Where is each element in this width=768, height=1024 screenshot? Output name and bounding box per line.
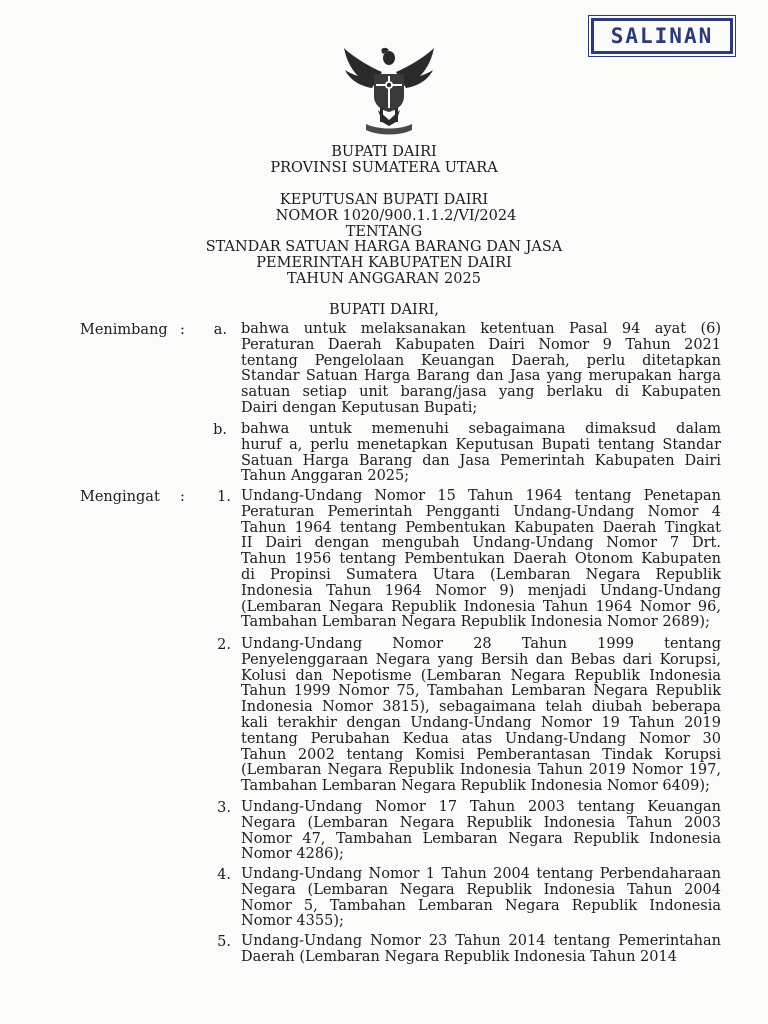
text-line: Standar Satuan Harga Barang dan Jasa yang merupakan harga xyxy=(241,368,721,385)
text-line: di Propinsi Sumatera Utara (Lembaran Negara Republik xyxy=(241,566,721,583)
menimbang-marker-a: a. xyxy=(213,322,227,338)
text-line: bahwa untuk melaksanakan ketentuan Pasal 94 ayat (6) xyxy=(241,321,721,337)
text-line: Kolusi dan Nepotisme (Lembaran Negara Republik Indonesia xyxy=(241,667,721,684)
text-line: Undang-Undang Nomor 1 Tahun 2004 tentang Perbendaharaan xyxy=(241,866,721,882)
text-line: Nomor 4355); xyxy=(241,913,344,930)
text-line: tentang Perubahan Kedua atas Undang-Undang Nomor 30 xyxy=(241,730,721,747)
menimbang-marker-b: b. xyxy=(213,422,227,438)
menimbang-item-a xyxy=(241,322,721,417)
text-line: Nomor 4286); xyxy=(241,846,344,863)
heading-nomor: NOMOR 1020/900.1.1.2/VI/2024 xyxy=(275,208,517,224)
garuda-emblem xyxy=(338,44,440,136)
heading-keputusan: KEPUTUSAN BUPATI DAIRI xyxy=(279,192,489,208)
mengingat-item-4 xyxy=(241,867,721,930)
mengingat-marker-3: 3. xyxy=(217,800,231,816)
text-line: Penyelenggaraan Negara yang Bersih dan Bebas dari Korupsi, xyxy=(241,651,721,668)
text-line: Negara (Lembaran Negara Republik Indonesia Tahun 2003 xyxy=(241,814,721,831)
text-line: (Lembaran Negara Republik Indonesia Tahun 2019 Nomor 197, xyxy=(241,762,721,779)
mengingat-item-2 xyxy=(241,637,721,795)
text-line: Tambahan Lembaran Negara Republik Indonesia Nomor 6409); xyxy=(241,778,710,795)
heading-bupati-dairi: BUPATI DAIRI, xyxy=(328,302,440,318)
text-line: (Lembaran Negara Republik Indonesia Tahun 1964 Nomor 96, xyxy=(241,598,721,615)
mengingat-marker-1: 1. xyxy=(217,489,231,505)
mengingat-marker-4: 4. xyxy=(217,867,231,883)
text-line: Undang-Undang Nomor 28 Tahun 1999 tentang xyxy=(241,636,721,652)
text-line: tentang Pengelolaan Keuangan Daerah, perlu ditetapkan xyxy=(241,352,721,369)
salinan-stamp: SALINAN xyxy=(591,18,733,54)
heading-judul-3: TAHUN ANGGARAN 2025 xyxy=(287,271,481,287)
mengingat-marker-2: 2. xyxy=(217,637,231,653)
text-line: huruf a, perlu menetapkan Keputusan Bupati tentang Standar xyxy=(241,436,721,453)
text-line: Satuan Harga Barang dan Jasa Pemerintah Kabupaten Dairi xyxy=(241,452,721,469)
text-line: Tahun 1956 tentang Pembentukan Daerah Otonom Kabupaten xyxy=(241,551,721,568)
mengingat-item-3 xyxy=(241,800,721,863)
text-line: Tahun Anggaran 2025; xyxy=(241,468,410,485)
text-line: Nomor 47, Tambahan Lembaran Negara Republik Indonesia xyxy=(241,830,721,847)
text-line: bahwa untuk memenuhi sebagaimana dimaksud dalam xyxy=(241,421,721,437)
text-line: Negara (Lembaran Negara Republik Indonesia Tahun 2004 xyxy=(241,881,721,898)
heading-provinsi: PROVINSI SUMATERA UTARA xyxy=(270,160,498,176)
text-line: Nomor 5, Tambahan Lembaran Negara Republik Indonesia xyxy=(241,897,721,914)
text-line: II Dairi dengan mengubah Undang-Undang Nomor 7 Drt. xyxy=(241,535,721,552)
text-line: Indonesia Tahun 1964 Nomor 9) menjadi Undang-Undang xyxy=(241,582,721,599)
text-line: Daerah (Lembaran Negara Republik Indonesia Tahun 2014 xyxy=(241,948,677,965)
text-line: Tambahan Lembaran Negara Republik Indonesia Nomor 2689); xyxy=(241,614,710,631)
menimbang-item-b xyxy=(241,422,721,485)
heading-tentang: TENTANG xyxy=(345,224,423,240)
heading-judul-1: STANDAR SATUAN HARGA BARANG DAN JASA xyxy=(205,239,563,255)
mengingat-item-5 xyxy=(241,934,721,966)
menimbang-colon: : xyxy=(180,322,185,338)
text-line: Undang-Undang Nomor 23 Tahun 2014 tentang Pemerintahan xyxy=(241,933,721,949)
text-line: Dairi dengan Keputusan Bupati; xyxy=(241,399,478,416)
heading-bupati: BUPATI DAIRI xyxy=(331,144,437,160)
text-line: kali terakhir dengan Undang-Undang Nomor 19 Tahun 2019 xyxy=(241,714,721,731)
mengingat-item-1 xyxy=(241,489,721,631)
text-line: Tahun 2002 tentang Komisi Pemberantasan Tindak Korupsi xyxy=(241,746,721,763)
text-line: Peraturan Daerah Kabupaten Dairi Nomor 9 Tahun 2021 xyxy=(241,336,721,353)
text-line: Tahun 1964 tentang Pembentukan Kabupaten Daerah Tingkat xyxy=(241,519,721,536)
mengingat-marker-5: 5. xyxy=(217,934,231,950)
text-line: Peraturan Pemerintah Pengganti Undang-Undang Nomor 4 xyxy=(241,503,721,520)
text-line: satuan setiap unit barang/jasa yang berlaku di Kabupaten xyxy=(241,384,721,401)
text-line: Tahun 1999 Nomor 75, Tambahan Lembaran Negara Republik xyxy=(241,683,721,700)
menimbang-label: Menimbang xyxy=(80,322,168,338)
mengingat-label: Mengingat xyxy=(80,489,160,505)
text-line: Undang-Undang Nomor 17 Tahun 2003 tentang Keuangan xyxy=(241,799,721,815)
text-line: Indonesia Nomor 3815), sebagaimana telah diubah beberapa xyxy=(241,699,721,716)
heading-judul-2: PEMERINTAH KABUPATEN DAIRI xyxy=(256,255,512,271)
mengingat-colon: : xyxy=(180,489,185,505)
text-line: Undang-Undang Nomor 15 Tahun 1964 tentang Penetapan xyxy=(241,488,721,504)
